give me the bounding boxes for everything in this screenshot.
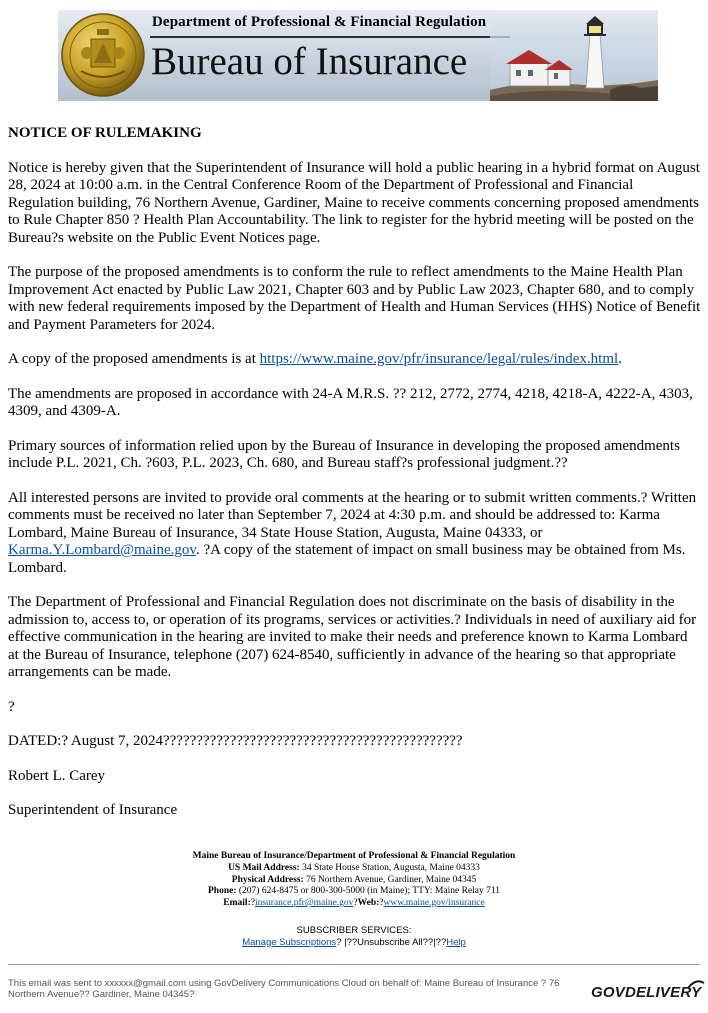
footer-org — [0, 851, 708, 863]
bureau-title: Bureau of Insurance — [151, 40, 468, 83]
phone-label: Phone: — [208, 886, 237, 897]
spacer-line: ? — [8, 698, 15, 715]
hearing-paragraph: Notice is hereby given that the Superintendent of Insurance will hold a public hearing in a hybrid format on August 28, 2024 at 10:00 a.m. in the Central Conference Room of the Department of Professional and Financial Regulation building, 76 Northern Avenue, Gardiner, Maine to receive comments concerning proposed amendments to Rule Chapter 850 ? Health Plan Accountability. The link to register for the hybrid meeting will be posted on the Bureau?s website on the Public Event Notices page. — [8, 159, 700, 246]
web-pre: ? — [379, 898, 384, 909]
purpose-paragraph: The purpose of the proposed amendments is to conform the rule to reflect amendments to the Maine Health Plan Improvement Act enacted by Public Law 2021, Chapter 603 and by Public Law 2023, Chapter 680, and to comply with new federal requirements imposed by the Department of Health and Human Services (HHS) Notice of Benefit and Payment Parameters for 2024. — [8, 264, 701, 333]
mail-value: 34 State House Station, Augusta, Maine 04333 — [299, 862, 480, 873]
footer-mail — [0, 863, 708, 875]
physical-value: 76 Northern Avenue, Gardiner, Maine 04345 — [303, 874, 477, 885]
signer-name: Robert L. Carey — [8, 767, 106, 784]
copy-text: A copy of the proposed amendments is at — [8, 351, 260, 367]
contact-footer — [0, 851, 708, 910]
subscriber-sep-1: ? |?? — [336, 936, 358, 948]
lighthouse-scene-icon — [490, 10, 658, 101]
govdelivery-wordmark: GOVDELIVERY — [591, 984, 702, 1001]
comments-paragraph — [8, 490, 702, 578]
manage-subscriptions-link[interactable]: Manage Subscriptions — [242, 936, 337, 948]
unsubscribe-all-link[interactable]: Unsubscribe All?? — [357, 936, 434, 948]
email-pre: ? — [250, 898, 255, 909]
header-banner — [58, 10, 658, 101]
physical-label: Physical Address: — [231, 874, 304, 885]
web-mid: ? — [353, 898, 358, 909]
sent-to-notice: This email was sent to xxxxxx@gmail.com using GovDelivery Communications Cloud on behalf of: Maine Bureau of Insurance ? 76 Northern Avenue?? Gardiner, Maine 04345? — [8, 978, 560, 1000]
web-label: Web: — [357, 898, 380, 909]
footer-org-name: Maine Bureau of Insurance/Department of Professional & Financial Regulation — [192, 851, 516, 861]
authority-paragraph: The amendments are proposed in accordance with 24-A M.R.S. ?? 212, 2772, 2774, 4218, 4218-A, 4222-A, 4303, 4309, and 4309-A. — [8, 385, 693, 419]
mail-label: US Mail Address: — [228, 862, 300, 873]
phone-value: (207) 624-8475 or 800-300-5000 (in Maine); TTY: Maine Relay 711 — [236, 886, 500, 897]
footer-web-link[interactable]: www.maine.gov/insurance — [383, 898, 485, 909]
sources-paragraph: Primary sources of information relied upon by the Bureau of Insurance in developing the proposed amendments include P.L. 2021, Ch. ?603, P.L. 2023, Ch. 680, and Bureau staff?s professional judgment.?? — [8, 437, 680, 471]
footer-email-link[interactable]: insurance.pfr@maine.gov — [254, 898, 354, 909]
footer-phone — [0, 886, 708, 898]
rules-link[interactable]: https://www.maine.gov/pfr/insurance/legal/rules/index.html — [259, 351, 619, 367]
dated-line: DATED:? August 7, 2024????????????????????????????????????????????? — [8, 733, 463, 749]
swoosh-icon — [687, 980, 705, 990]
state-seal-icon — [61, 13, 145, 97]
signer-title: Superintendent of Insurance — [8, 802, 178, 818]
accessibility-paragraph: The Department of Professional and Financial Regulation does not discriminate on the basis of disability in the admission to, access to, or operation of its programs, services or activities.? Individuals in need of auxiliary aid for effective communication in the hearing are invited to make their needs and preference known to Karma Lombard at the Bureau of Insurance, telephone (207) 624-8540, sufficiently in advance of the hearing so that appropriate arrangements can be made. — [8, 594, 697, 680]
copy-text-end: . — [618, 351, 622, 367]
footer-divider — [8, 964, 700, 965]
subscriber-links — [0, 937, 708, 949]
comments-text-end: . ?A copy of the statement of impact on small business may be obtained from Ms. Lombard. — [8, 542, 686, 576]
comments-text: All interested persons are invited to provide oral comments at the hearing or to submit written comments.? Written comments must be received no later than September 7, 2024 at 4:30 p.m. and should be addressed to: Karma Lombard, Maine Bureau of Insurance, 34 State House Station, Augusta, Maine 04333, or — [8, 489, 697, 541]
subscriber-title: SUBSCRIBER SERVICES: — [296, 925, 412, 936]
help-link[interactable]: Help — [446, 936, 466, 948]
govdelivery-logo[interactable] — [591, 980, 705, 1006]
subscriber-services — [0, 925, 708, 948]
banner-divider — [150, 36, 510, 38]
email-label: Email: — [223, 898, 251, 909]
notice-heading: NOTICE OF RULEMAKING — [8, 125, 202, 141]
footer-physical — [0, 875, 708, 887]
notice-body — [8, 121, 702, 837]
copy-paragraph — [8, 351, 702, 369]
subscriber-sep-2: |?? — [433, 936, 447, 948]
footer-email-web — [0, 898, 708, 910]
contact-email-link[interactable]: Karma.Y.Lombard@maine.gov — [8, 542, 196, 558]
department-title: Department of Professional & Financial Regulation — [152, 14, 487, 30]
